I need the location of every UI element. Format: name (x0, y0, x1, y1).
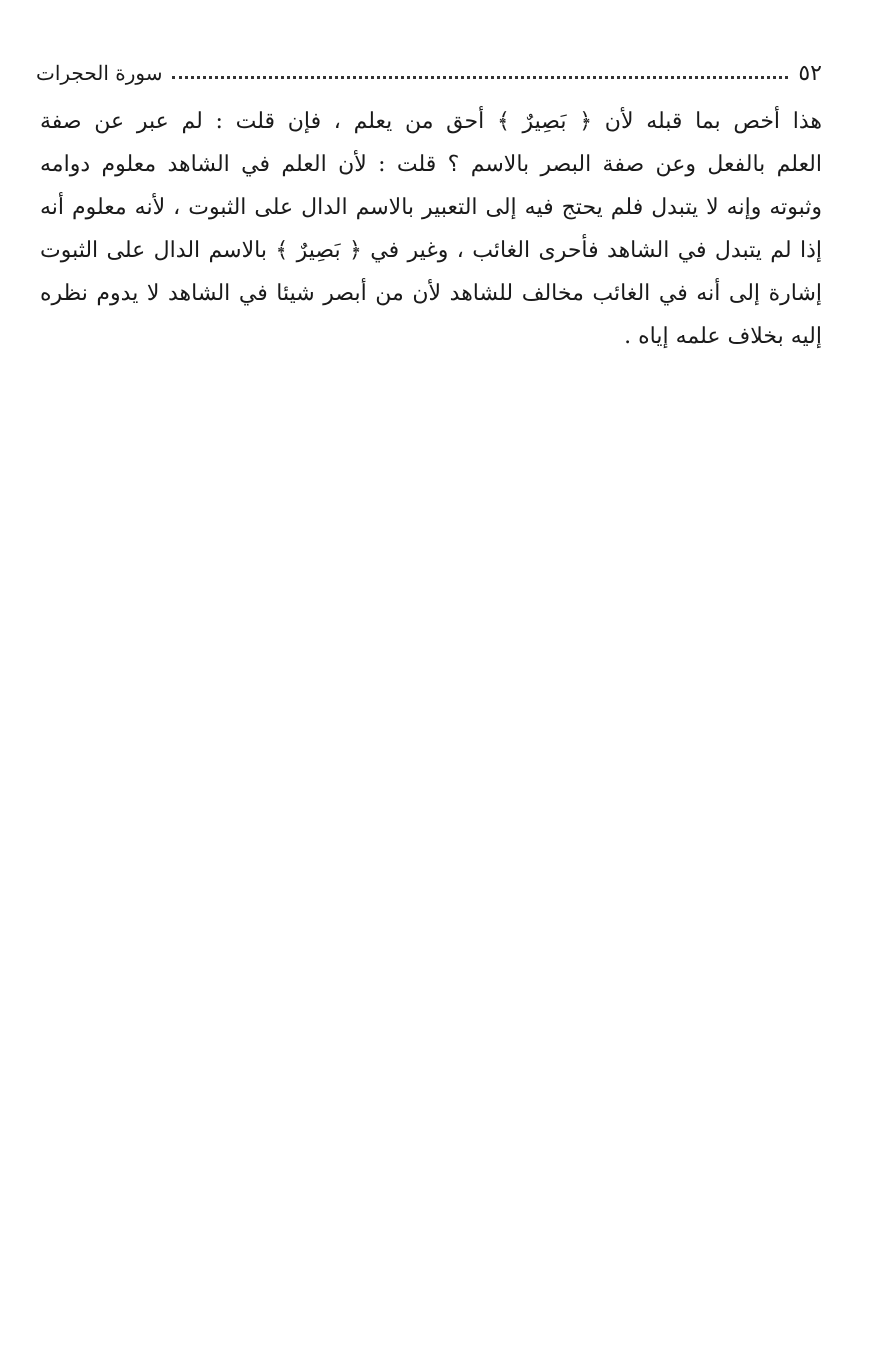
text-line: هذا أخص بما قبله لأن ﴿ بَصِيرٌ ﴾ أحق من يعلم ، فإن قلت : لم عبر عن صفة (40, 109, 822, 134)
page-number: ٥٢ (798, 60, 822, 86)
body-paragraph (40, 100, 822, 358)
text-line: إشارة إلى أنه في الغائب مخالف للشاهد لأن من أبصر شيئا في الشاهد لا يدوم نظره (40, 281, 822, 306)
text-line: وثبوته وإنه لا يتبدل فلم يحتج فيه إلى التعبير بالاسم الدال على الثبوت ، لأنه معلوم أنه (40, 195, 822, 220)
text-line: العلم بالفعل وعن صفة البصر بالاسم ؟ قلت : لأن العلم في الشاهد معلوم دوامه (40, 152, 822, 177)
text-line: إذا لم يتبدل في الشاهد فأحرى الغائب ، وغير في ﴿ بَصِيرٌ ﴾ بالاسم الدال على الثبوت (40, 238, 822, 263)
text-line: إليه بخلاف علمه إياه . (624, 324, 822, 349)
running-header (36, 56, 822, 90)
surah-title: سورة الحجرات (36, 61, 163, 85)
header-leader-dots (172, 76, 788, 79)
